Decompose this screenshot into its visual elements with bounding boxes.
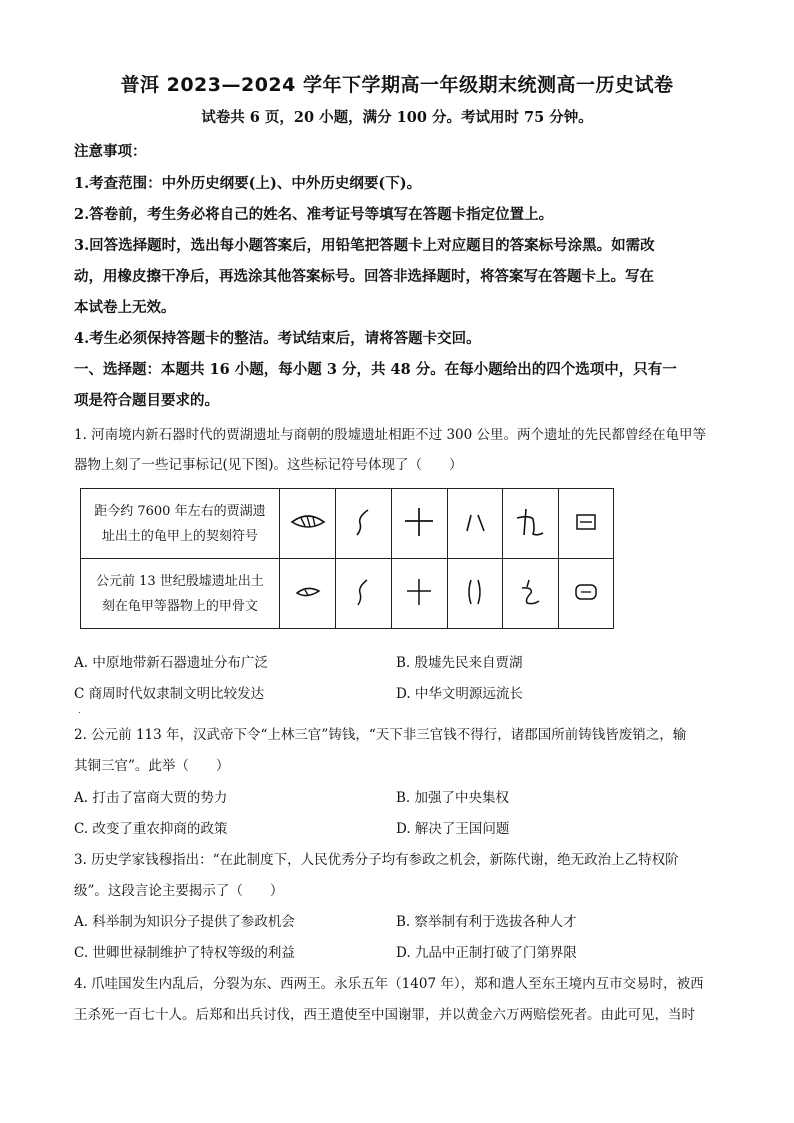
option-c[interactable]: C. 改变了重农抑商的政策 xyxy=(74,821,228,837)
exam-title: 普洱 2023—2024 学年下学期高一年级期末统测高一历史试卷 xyxy=(120,74,674,96)
glyph-cell xyxy=(447,489,502,559)
eye-oracle-glyph-icon xyxy=(291,579,325,605)
glyph-cell xyxy=(502,559,558,629)
note-line: 动，用橡皮擦干净后，再选涂其他答案标号。回答非选择题时，将答案写在答题卡上。写在 xyxy=(74,268,654,285)
question-1-stem: 1. 河南境内新石器时代的贾湖遗址与商朝的殷墟遗址相距不过 300 公里。两个遗址的先民都曾经在龟甲等 xyxy=(74,427,707,443)
glyph-cell xyxy=(558,489,613,559)
glyph-cell xyxy=(447,559,502,629)
glyph-cell xyxy=(279,489,335,559)
glyph-cell xyxy=(558,559,613,629)
stray-dot: . xyxy=(78,706,81,715)
sun-oracle-glyph-icon xyxy=(571,580,601,604)
table-row xyxy=(81,489,614,559)
note-line: 本试卷上无效。 xyxy=(74,299,176,316)
question-2-stem: 其铜三官”。此举（ ） xyxy=(74,758,230,774)
question-1-stem: 器物上刻了一些记事标记(见下图)。这些标记符号体现了（ ） xyxy=(74,457,463,473)
cross-glyph-icon xyxy=(401,505,437,539)
option-b[interactable]: B. 殷墟先民来自贾湖 xyxy=(396,655,523,671)
glyph-cell xyxy=(502,489,558,559)
eight-glyph-icon xyxy=(460,507,490,537)
question-2-stem: 2. 公元前 113 年，汉武帝下令“上林三官”铸钱，“天下非三官钱不得行，诸郡国所前铸钱皆废销之，输 xyxy=(74,727,687,743)
glyph-comparison-table xyxy=(80,488,614,629)
eye-glyph-icon xyxy=(288,507,328,537)
option-a[interactable]: A. 科举制为知识分子提供了参政机会 xyxy=(74,914,295,930)
glyph-cell xyxy=(336,489,391,559)
cross-oracle-glyph-icon xyxy=(402,575,436,609)
cell-text: 公元前 13 世纪殷墟遗址出土 xyxy=(96,573,264,589)
note-line: 1.考查范围：中外历史纲要(上)、中外历史纲要(下)。 xyxy=(74,175,422,192)
option-b[interactable]: B. 加强了中央集权 xyxy=(396,790,510,806)
option-c[interactable]: C 商周时代奴隶制文明比较发达 xyxy=(74,686,265,702)
nine-oracle-glyph-icon xyxy=(515,575,545,609)
nine-glyph-icon xyxy=(513,505,547,539)
option-d[interactable]: D. 九品中正制打破了门第界限 xyxy=(396,945,577,961)
glyph-cell xyxy=(391,489,447,559)
notes-heading: 注意事项： xyxy=(74,143,147,160)
option-a[interactable]: A. 打击了富商大贾的势力 xyxy=(74,790,228,806)
eight-oracle-glyph-icon xyxy=(460,575,490,609)
option-d[interactable]: D. 解决了王国问题 xyxy=(396,821,510,837)
note-line: 3.回答选择题时，选出每小题答案后，用铅笔把答题卡上对应题目的答案标号涂黑。如需改 xyxy=(74,237,655,254)
option-b[interactable]: B. 察举制有利于选拔各种人才 xyxy=(396,914,577,930)
section-heading: 一、选择题：本题共 16 小题，每小题 3 分，共 48 分。在每小题给出的四个选项中，只有一 xyxy=(74,361,677,378)
question-3-stem: 级”。这段言论主要揭示了（ ） xyxy=(74,883,284,899)
question-4-stem: 王杀死一百七十人。后郑和出兵讨伐，西王遣使至中国谢罪，并以黄金六万两赔偿死者。由此可见，当时 xyxy=(74,1007,695,1023)
cell-text: 址出土的龟甲上的契刻符号 xyxy=(101,528,258,544)
cell-text: 距今约 7600 年左右的贾湖遗 xyxy=(94,503,266,519)
option-a[interactable]: A. 中原地带新石器遗址分布广泛 xyxy=(74,655,268,671)
question-3-stem: 3. 历史学家钱穆指出：“在此制度下，人民优秀分子均有参政之机会，新陈代谢，绝无政治上乙特权阶 xyxy=(74,852,679,868)
note-line: 4.考生必须保持答题卡的整洁。考试结束后，请将答题卡交回。 xyxy=(74,330,481,347)
option-c[interactable]: C. 世卿世禄制维护了特权等级的利益 xyxy=(74,945,295,961)
glyph-cell xyxy=(279,559,335,629)
exam-subtitle: 试卷共 6 页，20 小题，满分 100 分。考试用时 75 分钟。 xyxy=(201,109,593,126)
section-heading: 项是符合题目要求的。 xyxy=(74,392,219,409)
option-d[interactable]: D. 中华文明源远流长 xyxy=(396,686,523,702)
question-4-stem: 4. 爪哇国发生内乱后，分裂为东、西两王。永乐五年（1407 年），郑和遣人至东王境内互市交易时，被西 xyxy=(74,976,704,992)
sun-glyph-icon xyxy=(571,509,601,535)
cell-text: 刻在龟甲等器物上的甲骨文 xyxy=(101,598,258,614)
hook-oracle-glyph-icon xyxy=(348,575,378,609)
table-cell-desc xyxy=(81,489,280,559)
table-cell-desc xyxy=(81,559,280,629)
table-row xyxy=(81,559,614,629)
hook-glyph-icon xyxy=(348,505,378,539)
glyph-cell xyxy=(336,559,391,629)
glyph-cell xyxy=(391,559,447,629)
note-line: 2.答卷前，考生务必将自己的姓名、准考证号等填写在答题卡指定位置上。 xyxy=(74,206,554,223)
